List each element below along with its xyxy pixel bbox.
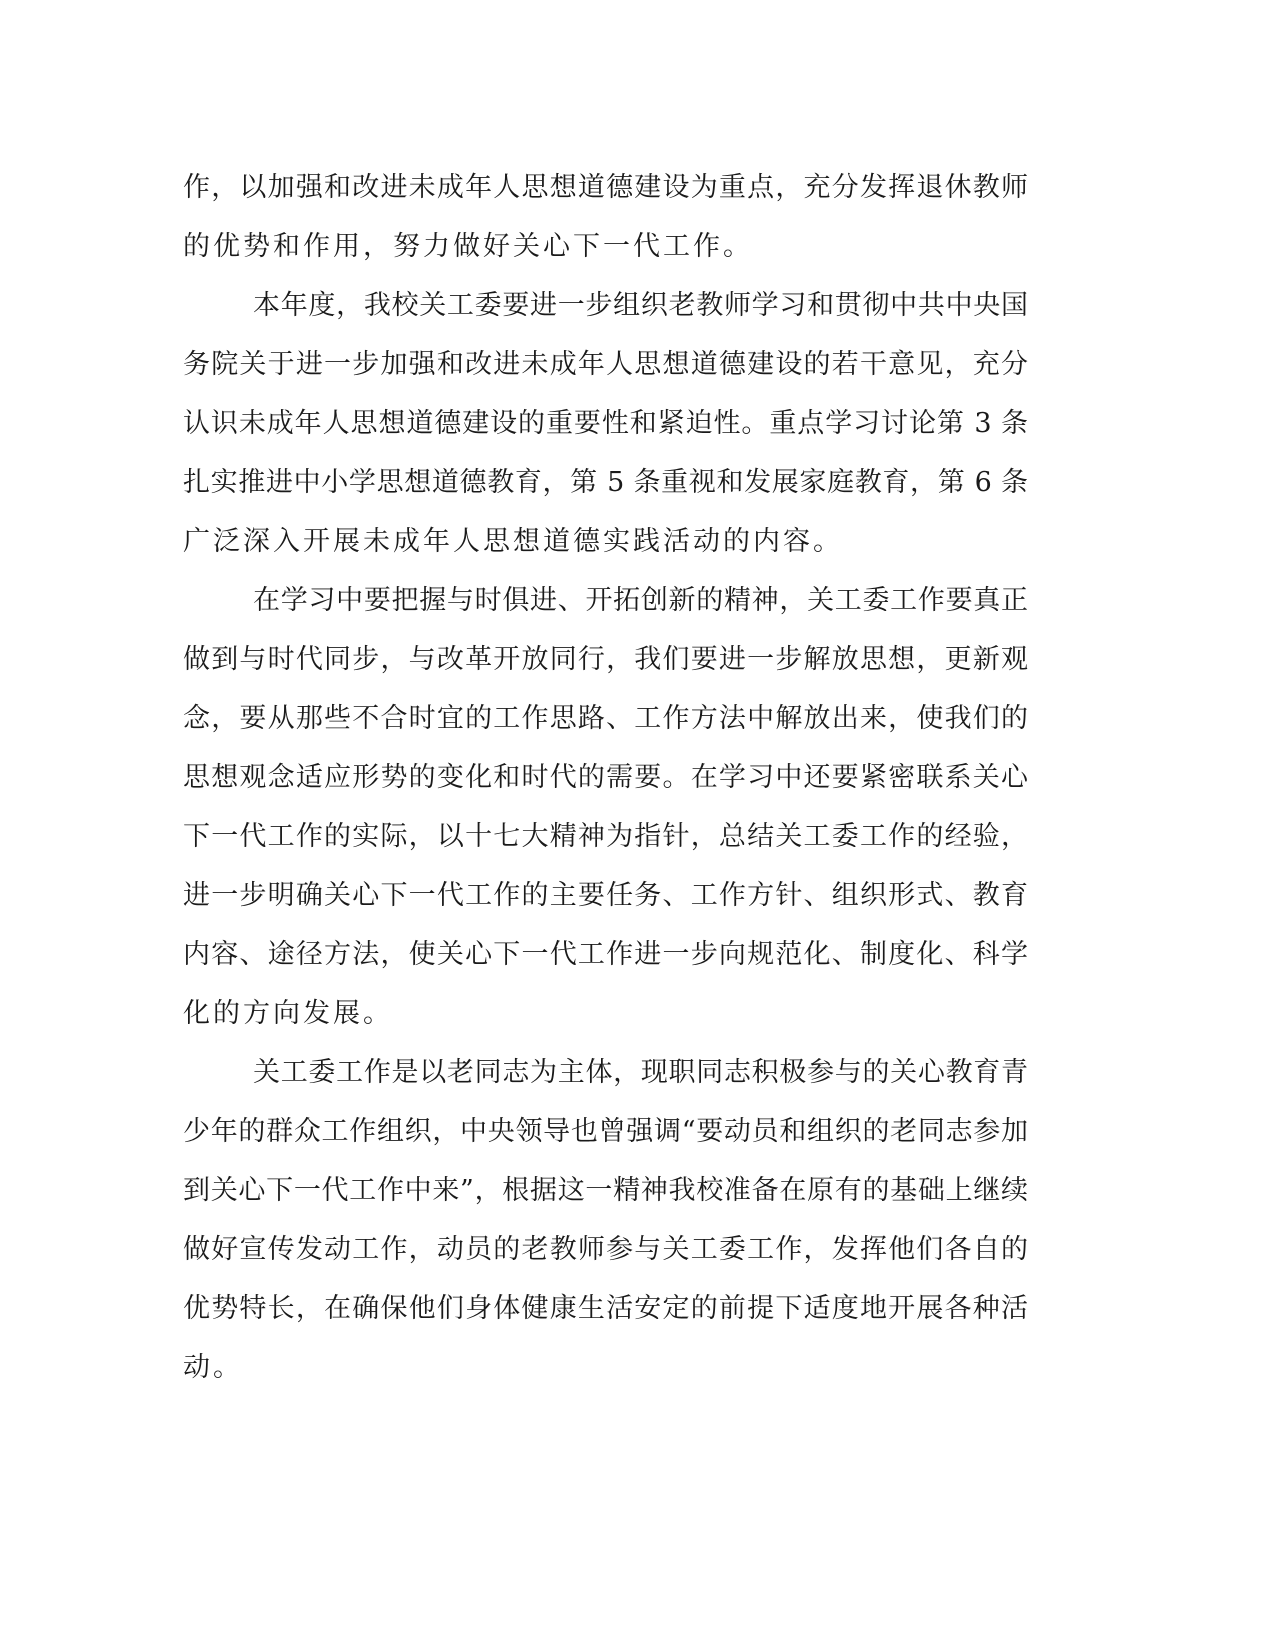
text-line: 作，以加强和改进未成年人思想道德建设为重点，充分发挥退休教师 — [183, 172, 1028, 203]
text-line: 广泛深入开展未成年人思想道德实践活动的内容。 — [183, 526, 843, 557]
text-line: 关工委工作是以老同志为主体，现职同志积极参与的关心教育青 — [253, 1057, 1028, 1088]
text-line: 的优势和作用，努力做好关心下一代工作。 — [183, 231, 753, 262]
text-line: 下一代工作的实际，以十七大精神为指针，总结关工委工作的经验， — [183, 821, 1028, 852]
text-line: 动。 — [183, 1352, 243, 1383]
text-line: 到关心下一代工作中来”，根据这一精神我校准备在原有的基础上继续 — [183, 1175, 1028, 1206]
text-line: 优势特长，在确保他们身体健康生活安定的前提下适度地开展各种活 — [183, 1293, 1028, 1324]
body-text — [183, 158, 1028, 1397]
text-line: 务院关于进一步加强和改进未成年人思想道德建设的若干意见，充分 — [183, 349, 1028, 380]
text-line: 做到与时代同步，与改革开放同行，我们要进一步解放思想，更新观 — [183, 644, 1028, 675]
text-line: 进一步明确关心下一代工作的主要任务、工作方针、组织形式、教育 — [183, 880, 1028, 911]
text-line: 做好宣传发动工作，动员的老教师参与关工委工作，发挥他们各自的 — [183, 1234, 1028, 1265]
text-line: 本年度，我校关工委要进一步组织老教师学习和贯彻中共中央国 — [253, 290, 1028, 321]
text-line: 化的方向发展。 — [183, 998, 393, 1029]
text-line: 少年的群众工作组织，中央领导也曾强调“要动员和组织的老同志参加 — [183, 1116, 1028, 1147]
text-line: 在学习中要把握与时俱进、开拓创新的精神，关工委工作要真正 — [253, 585, 1028, 616]
text-line: 扎实推进中小学思想道德教育，第 5 条重视和发展家庭教育，第 6 条 — [183, 467, 1028, 498]
text-line: 思想观念适应形势的变化和时代的需要。在学习中还要紧密联系关心 — [183, 762, 1028, 793]
text-line: 内容、途径方法，使关心下一代工作进一步向规范化、制度化、科学 — [183, 939, 1028, 970]
text-line: 认识未成年人思想道德建设的重要性和紧迫性。重点学习讨论第 3 条 — [183, 408, 1028, 439]
text-line: 念，要从那些不合时宜的工作思路、工作方法中解放出来，使我们的 — [183, 703, 1028, 734]
